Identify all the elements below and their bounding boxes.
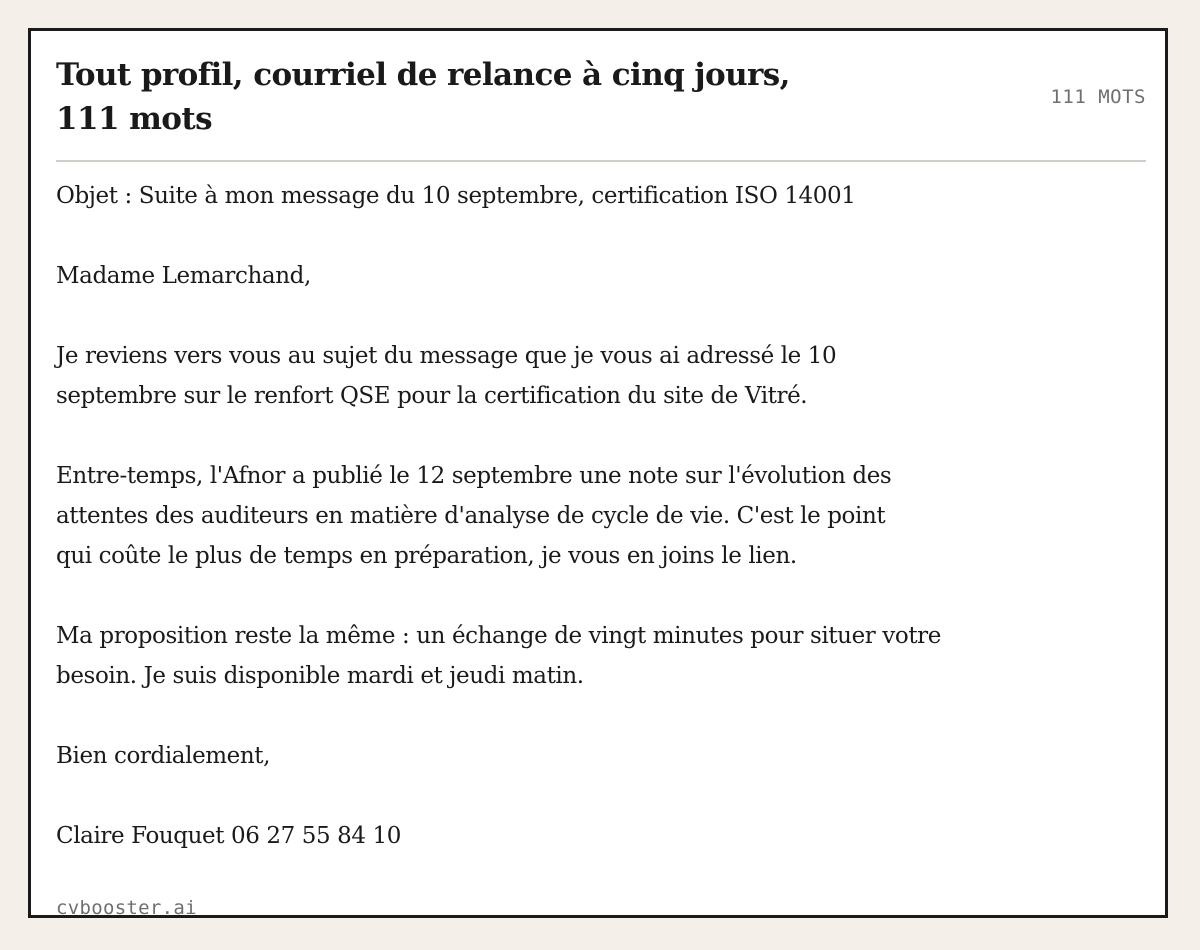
- header-divider: [56, 160, 1146, 162]
- paragraph-3-line-2: besoin. Je suis disponible mardi et jeudi matin.: [56, 663, 584, 689]
- paragraph-2-line-3: qui coûte le plus de temps en préparation, je vous en joins le lien.: [56, 543, 797, 569]
- email-subject: Objet : Suite à mon message du 10 septembre, certification ISO 14001: [56, 183, 856, 209]
- paragraph-2-line-1: Entre-temps, l'Afnor a publié le 12 septembre une note sur l'évolution des: [56, 463, 892, 489]
- paragraph-1-line-1: Je reviens vers vous au sujet du message que je vous ai adressé le 10: [56, 343, 837, 369]
- email-closing: Bien cordialement,: [56, 743, 271, 769]
- title-line-2: 111 mots: [56, 101, 212, 137]
- paragraph-2-line-2: attentes des auditeurs en matière d'analyse de cycle de vie. C'est le point: [56, 503, 886, 529]
- email-greeting: Madame Lemarchand,: [56, 263, 311, 289]
- email-paragraph-3: [56, 616, 1146, 696]
- paragraph-1-line-2: septembre sur le renfort QSE pour la certification du site de Vitré.: [56, 383, 808, 409]
- email-body: [56, 176, 1146, 856]
- title-line-1: Tout profil, courriel de relance à cinq jours,: [56, 57, 790, 93]
- email-template-card: [28, 28, 1168, 918]
- card-header: [56, 53, 1146, 161]
- email-paragraph-2: [56, 456, 1146, 576]
- word-count-badge: 111 MOTS: [1050, 86, 1146, 108]
- email-paragraph-1: [56, 336, 1146, 416]
- paragraph-3-line-1: Ma proposition reste la même : un échange de vingt minutes pour situer votre: [56, 623, 941, 649]
- page-title: [56, 53, 876, 141]
- email-signature: Claire Fouquet 06 27 55 84 10: [56, 823, 401, 849]
- brand-footer: cvbooster.ai: [56, 897, 197, 919]
